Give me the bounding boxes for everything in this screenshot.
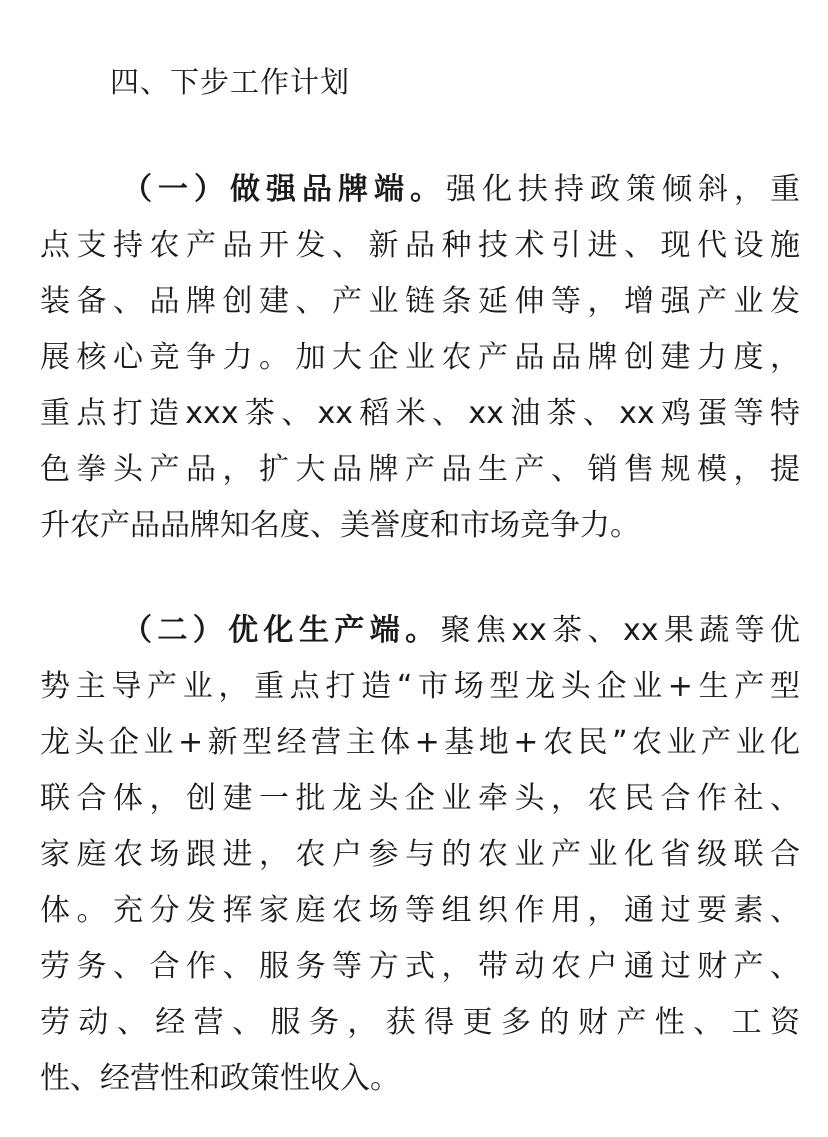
paragraph-line: 龙头企业+新型经营主体+基地+农民”农业产业化	[40, 725, 800, 760]
paragraph-lead-title: （二）优化生产端。	[122, 613, 441, 648]
paragraph-line	[40, 162, 800, 218]
paragraph-brand	[40, 162, 800, 554]
paragraph-line	[40, 603, 800, 659]
paragraph-line: 点支持农产品开发、新品种技术引进、现代设施	[40, 228, 800, 263]
paragraph-line: 重点打造xxx茶、xx稻米、xx油茶、xx鸡蛋等特	[40, 396, 800, 431]
section-heading: 四、下步工作计划	[110, 65, 351, 99]
paragraph-line: 性、经营性和政策性收入。	[40, 1061, 400, 1096]
paragraph-line: 展核心竞争力。加大企业农产品品牌创建力度，	[40, 340, 800, 375]
paragraph-text: 强化扶持政策倾斜，重	[446, 172, 800, 207]
paragraph-line: 装备、品牌创建、产业链条延伸等，增强产业发	[40, 284, 800, 319]
paragraph-line: 体。充分发挥家庭农场等组织作用，通过要素、	[40, 893, 800, 928]
paragraph-lead-title: （一）做强品牌端。	[122, 172, 446, 207]
paragraph-line: 劳务、合作、服务等方式，带动农户通过财产、	[40, 949, 800, 984]
paragraph-line: 色拳头产品，扩大品牌产品生产、销售规模，提	[40, 452, 800, 487]
paragraph-line: 升农产品品牌知名度、美誉度和市场竞争力。	[40, 508, 640, 543]
paragraph-line: 劳动、经营、服务，获得更多的财产性、工资	[40, 1005, 800, 1040]
paragraph-line: 联合体，创建一批龙头企业牵头，农民合作社、	[40, 781, 800, 816]
paragraph-text: 聚焦xx茶、xx果蔬等优	[440, 613, 801, 648]
paragraph-production	[40, 603, 800, 1107]
paragraph-line: 家庭农场跟进，农户参与的农业产业化省级联合	[40, 837, 800, 872]
paragraph-line: 势主导产业，重点打造“市场型龙头企业+生产型	[40, 669, 800, 704]
